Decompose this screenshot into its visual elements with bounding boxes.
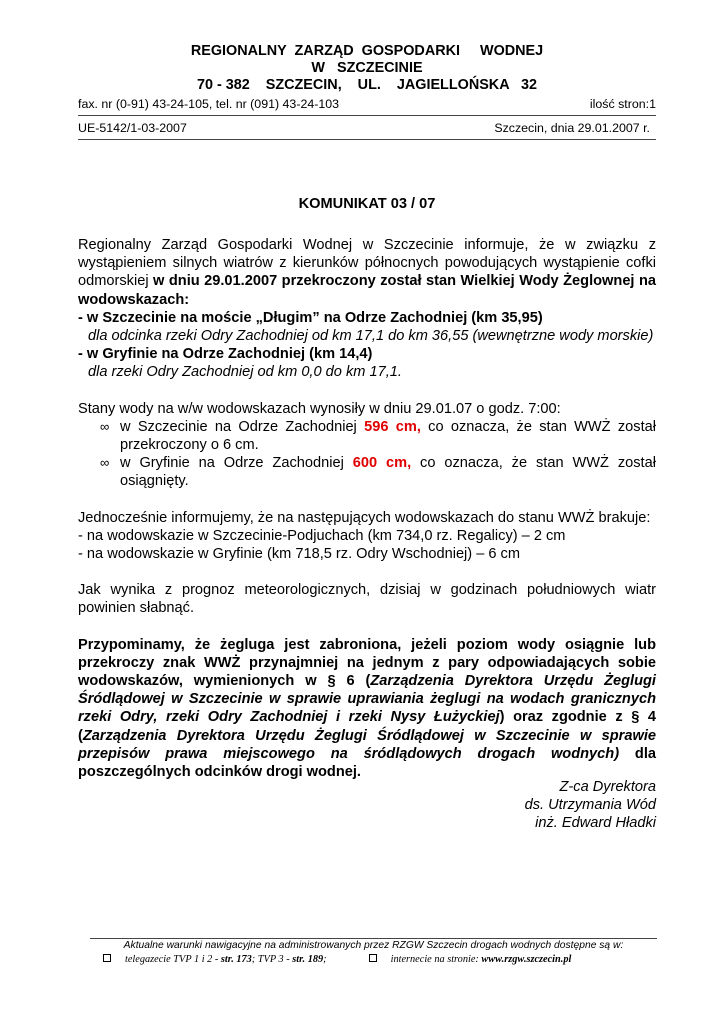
checkbox-icon	[369, 954, 377, 962]
gauge-item-gryfino: - w Gryfinie na Odrze Zachodniej (km 14,4)	[78, 346, 373, 363]
level-value: 600 cm,	[352, 455, 412, 472]
teletext-text: ; TVP 3 -	[251, 954, 293, 965]
level-text: w Szczecinie na Odrze Zachodniej	[120, 418, 365, 435]
gauge-item-szczecin-note: dla odcinka rzeki Odry Zachodniej od km 17,1 do km 36,55 (wewnętrzne wody morskie)	[88, 328, 654, 345]
level-text: co oznacza, że stan WWŻ został osiągnięty.	[120, 455, 656, 490]
announcement-intro: Regionalny Zarząd Gospodarki Wodnej w Szczecinie informuje, że w związku z wystąpieniem silnych wiatrów z kierunków północnych powodujących wystąpienie cofki odmorskiej	[78, 237, 656, 290]
level-value: 596 cm,	[364, 418, 421, 435]
level-text: co oznacza, że stan WWŻ został przekroczony o 6 cm.	[120, 418, 656, 454]
gauge-item-gryfino-note: dla rzeki Odry Zachodniej od km 0,0 do km 17,1.	[88, 364, 402, 381]
checkbox-icon	[103, 954, 111, 962]
place-date: Szczecin, dnia 29.01.2007 r.	[494, 121, 650, 135]
bullet-icon: ∞	[100, 418, 110, 434]
warning-text: ) oraz zgodnie z § 4 (	[78, 709, 656, 744]
teletext-text: ;	[323, 954, 327, 965]
contact-line	[78, 97, 656, 112]
footer-divider	[90, 938, 657, 939]
page-count: ilość stron:1	[589, 97, 656, 111]
warning-regulation: Zarządzenia Dyrektora Urzędu Żeglugi Śródlądowej w Szczecinie w sprawie przepisów prawa miejscowego na śródlądowych drogach wodnych)	[78, 727, 656, 762]
header-address: 70 - 382 SZCZECIN, UL. JAGIELLOŃSKA 32	[196, 77, 538, 93]
warning-regulation: Zarządzenia Dyrektora Urzędu Żeglugi Śródlądowej w Szczecinie w sprawie uprawiania żeglugi na wodach granicznych rzeki Odry, rzeki Odry Zachodniej i rzeki Nysy Łużyckiej	[78, 673, 656, 726]
announcement-bold: w dniu 29.01.2007 przekroczony został stan Wielkiej Wody Żeglownej na wodowskazach:	[78, 273, 656, 308]
header-divider	[78, 115, 656, 116]
reference-line	[78, 121, 656, 136]
teletext-page: str. 173	[220, 954, 252, 965]
level-text: w Gryfinie na Odrze Zachodniej	[120, 455, 353, 472]
bullet-icon: ∞	[100, 455, 110, 471]
water-levels-intro: Stany wody na w/w wodowskazach wynosiły w dniu 29.01.07 o godz. 7:00:	[78, 400, 561, 417]
signature-position: Z-ca Dyrektora	[559, 779, 656, 795]
gauge-item-szczecin: - w Szczecinie na moście „Długim” na Odrze Zachodniej (km 35,95)	[78, 309, 543, 326]
navigation-warning	[78, 636, 656, 782]
document-title: KOMUNIKAT 03 / 07	[298, 196, 436, 212]
water-level-gryfino	[78, 454, 656, 490]
signature-name: inż. Edward Hładki	[535, 815, 656, 832]
forecast-paragraph: Jak wynika z prognoz meteorologicznych, dzisiaj w godzinach południowych wiatr powinien słabnąć.	[78, 582, 656, 617]
paragraph-announcement	[78, 236, 656, 309]
teletext-page: str. 189	[292, 954, 324, 965]
footer-info: Aktualne warunki nawigacyjne na administrowanych przez RZGW Szczecin drogach wodnych dostępne są w:	[123, 940, 624, 951]
footer-sources	[103, 954, 571, 965]
signature-block	[525, 778, 656, 833]
reference-divider	[78, 139, 656, 140]
website-text: internecie na stronie:	[390, 954, 482, 965]
document-body	[78, 236, 656, 781]
website-link[interactable]: www.rzgw.szczecin.pl	[481, 954, 572, 965]
header-city: W SZCZECINIE	[311, 60, 423, 76]
contact-numbers: fax. nr (0-91) 43-24-105, tel. nr (091) 43-24-103	[78, 97, 340, 111]
signature-department: ds. Utrzymania Wód	[524, 797, 656, 814]
warning-text: Przypominamy, że żegluga jest zabroniona, jeżeli poziom wody osiągnie lub przekroczy znak WWŻ przynajmniej na jednym z pary odpowiadających sobie wodowskazów, wymienionych w § 6 (	[78, 636, 656, 690]
water-level-szczecin	[78, 418, 656, 454]
missing-levels-intro: Jednocześnie informujemy, że na następujących wodowskazach do stanu WWŻ brakuje:	[78, 509, 651, 526]
reference-number: UE-5142/1-03-2007	[78, 121, 187, 135]
missing-level-podjuchy: - na wodowskazie w Szczecinie-Podjuchach (km 734,0 rz. Regalicy) – 2 cm	[78, 527, 566, 544]
teletext-text: telegazecie TVP 1 i 2 -	[125, 954, 221, 965]
warning-text: dla poszczególnych odcinków drogi wodnej.	[78, 745, 656, 781]
missing-level-gryfino: - na wodowskazie w Gryfinie (km 718,5 rz. Odry Wschodniej) – 6 cm	[78, 546, 521, 563]
header-institution: REGIONALNY ZARZĄD GOSPODARKI WODNEJ	[190, 43, 544, 59]
